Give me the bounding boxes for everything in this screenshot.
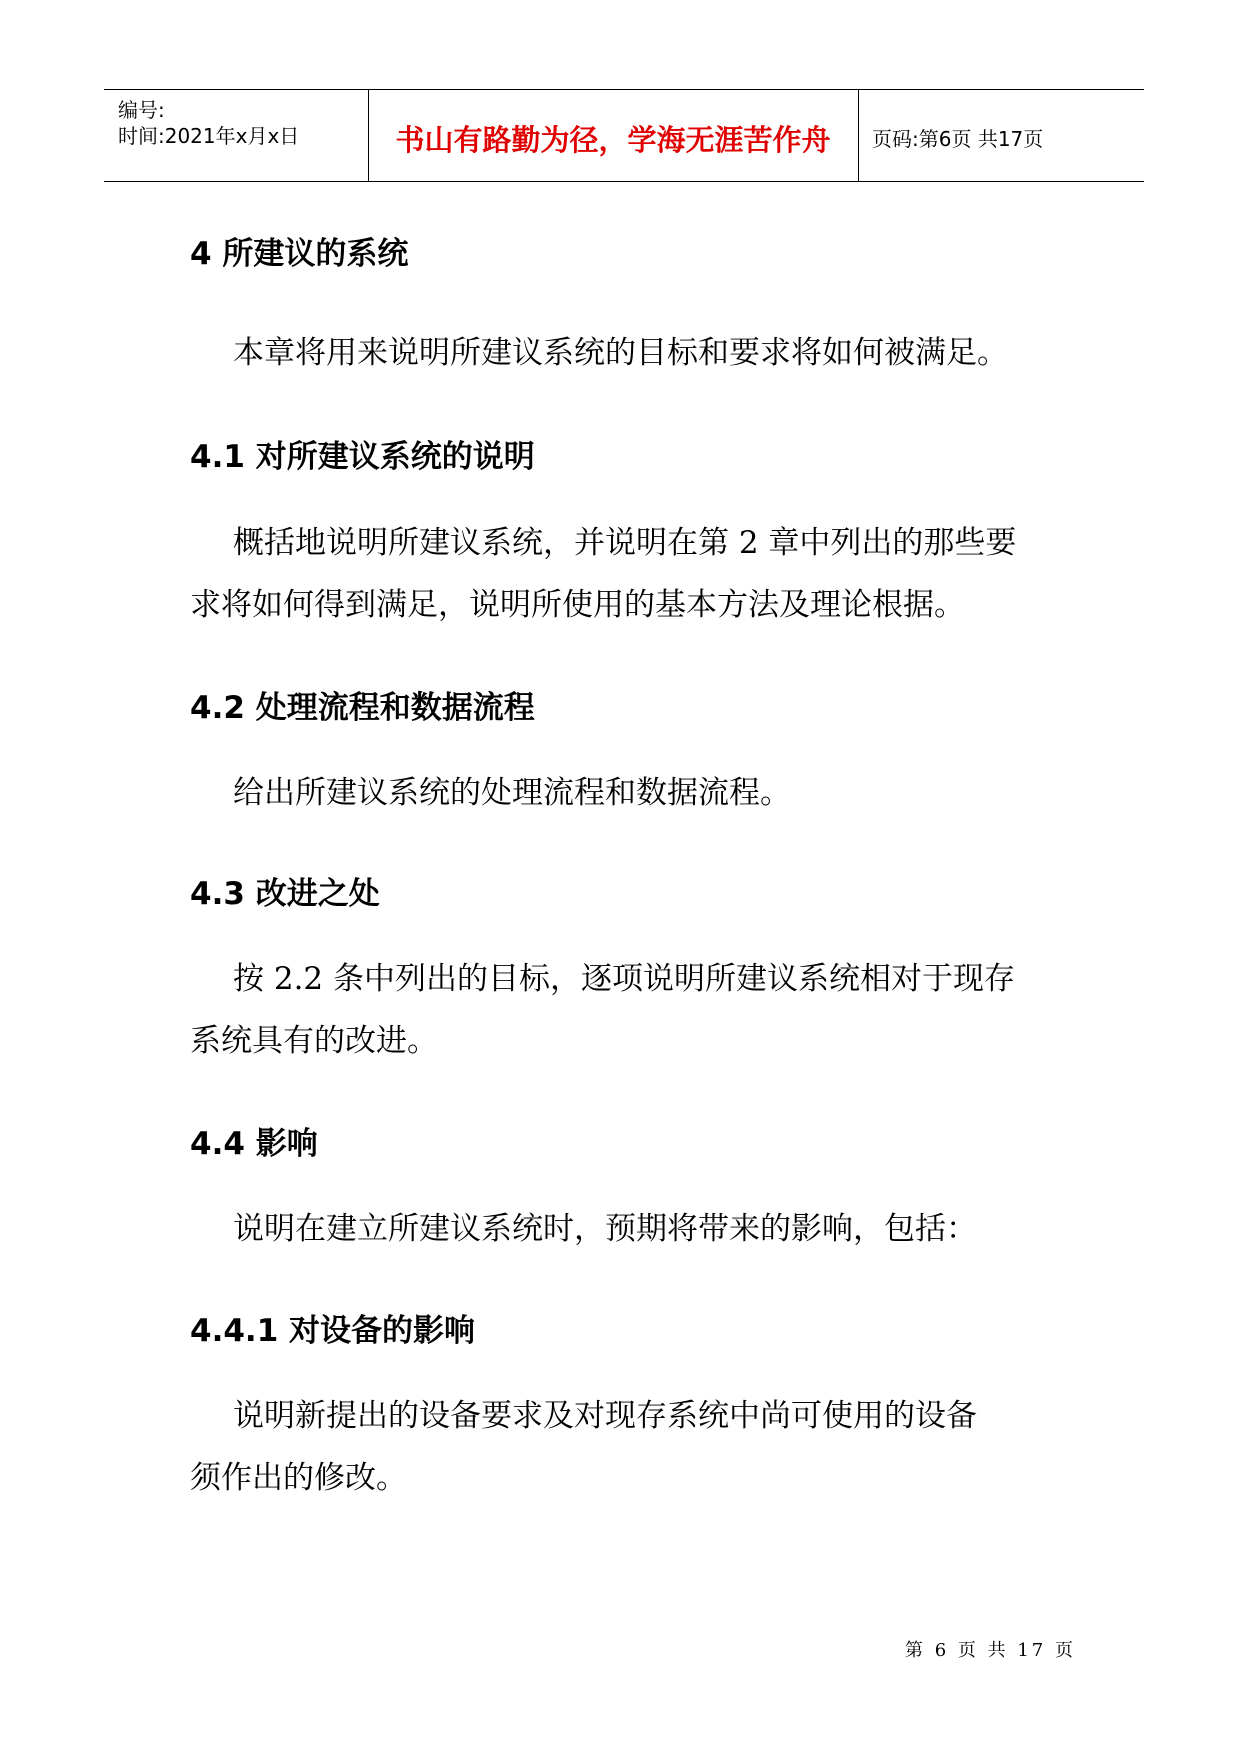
section-4-4-1-line-1: 说明新提出的设备要求及对现存系统中尚可使用的设备 bbox=[233, 1398, 977, 1434]
section-4-3-line-1: 按 2.2 条中列出的目标，逐项说明所建议系统相对于现存 bbox=[233, 961, 1016, 997]
page-footer: 第 6 页 共 17 页 bbox=[905, 1640, 1076, 1661]
section-4-1-heading: 4.1 对所建议系统的说明 bbox=[190, 439, 535, 475]
header-left-cell bbox=[104, 90, 369, 181]
section-4-4-line: 说明在建立所建议系统时，预期将带来的影响，包括： bbox=[233, 1211, 977, 1247]
section-4-4-heading: 4.4 影响 bbox=[190, 1126, 318, 1162]
time-label: 时间:2021年x月x日 bbox=[118, 124, 300, 148]
section-4-4-1-heading: 4.4.1 对设备的影响 bbox=[190, 1313, 476, 1349]
section-4-1-line-1: 概括地说明所建议系统，并说明在第 2 章中列出的那些要 bbox=[233, 525, 1017, 561]
header-motto: 书山有路勤为径，学海无涯苦作舟 bbox=[395, 123, 831, 157]
section-4-4-1-text bbox=[190, 1385, 1070, 1509]
section-4-1-line-2: 求将如何得到满足，说明所使用的基本方法及理论根据。 bbox=[190, 587, 965, 623]
section-4-line: 本章将用来说明所建议系统的目标和要求将如何被满足。 bbox=[233, 335, 1008, 371]
section-4-3-heading: 4.3 改进之处 bbox=[190, 876, 380, 912]
section-4-2-line: 给出所建议系统的处理流程和数据流程。 bbox=[233, 775, 791, 811]
section-4-heading: 4 所建议的系统 bbox=[190, 236, 409, 272]
section-4-3-text bbox=[190, 948, 1070, 1072]
header-right-cell bbox=[858, 90, 1144, 181]
section-4-text bbox=[190, 322, 1070, 384]
number-label: 编号: bbox=[118, 98, 165, 122]
section-4-4-1-line-2: 须作出的修改。 bbox=[190, 1460, 407, 1496]
section-4-2-heading: 4.2 处理流程和数据流程 bbox=[190, 690, 535, 726]
page-header bbox=[104, 89, 1144, 182]
header-middle-cell bbox=[368, 90, 859, 181]
section-4-3-line-2: 系统具有的改进。 bbox=[190, 1023, 438, 1059]
section-4-4-text bbox=[190, 1198, 1070, 1260]
header-page-info: 页码:第6页 共17页 bbox=[872, 127, 1044, 151]
section-4-2-text bbox=[190, 762, 1070, 824]
section-4-1-text bbox=[190, 512, 1070, 636]
